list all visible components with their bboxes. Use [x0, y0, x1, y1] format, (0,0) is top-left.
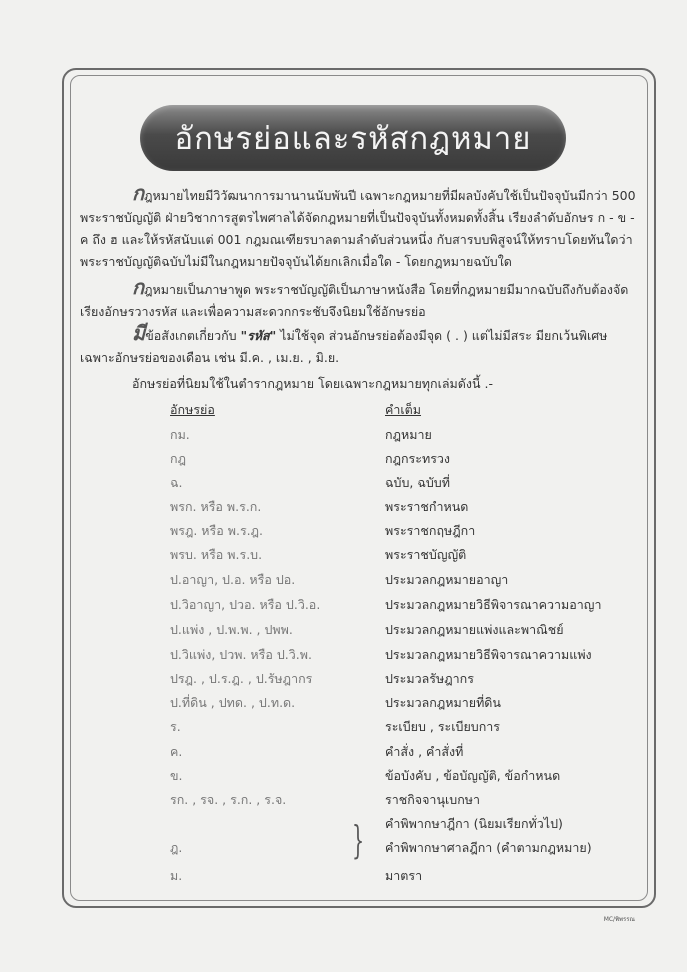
table-row	[0, 425, 687, 447]
row-abbreviation: ฉ.	[170, 475, 183, 490]
row-full-term: มาตรา	[385, 868, 423, 883]
row-full-term: พระราชบัญญัติ	[385, 547, 467, 562]
row-full-term: ข้อบังคับ , ข้อบัญญัติ, ข้อกำหนด	[385, 768, 561, 783]
row-abbreviation: ป.วิอาญา, ปวอ. หรือ ป.วิ.อ.	[170, 597, 321, 612]
row-full-term: ประมวลกฎหมายวิธีพิจารณาความแพ่ง	[385, 647, 592, 662]
row-abbreviation: ป.วิแพ่ง, ปวพ. หรือ ป.วิ.พ.	[170, 647, 312, 662]
row-full-term: ประมวลกฎหมายวิธีพิจารณาความอาญา	[385, 597, 602, 612]
table-row	[0, 838, 687, 860]
row-abbreviation: ค.	[170, 744, 183, 759]
row-full-term: ระเบียบ , ระเบียบการ	[385, 719, 501, 734]
table-row	[0, 669, 687, 691]
table-row	[0, 595, 687, 617]
row-abbreviation: กม.	[170, 427, 190, 442]
column-header-abbreviation: อักษรย่อ	[170, 402, 215, 417]
table-row	[0, 449, 687, 471]
paragraph-emphasis: "รหัส"	[240, 328, 277, 343]
table-row	[0, 866, 687, 888]
paragraph-text: ฎหมายเป็นภาษาพูด พระราชบัญญัติเป็นภาษาหนังสือ โดยที่กฎหมายมีมากฉบับถึงกับต้องจัดเรียงอักษรวางรหัส และเพื่อความสะดวกกระชับจึงนิยมใช้อักษรย่อ	[80, 282, 629, 319]
table-row	[0, 570, 687, 592]
row-abbreviation: ป.ที่ดิน , ปทด. , ป.ท.ด.	[170, 695, 296, 710]
row-abbreviation: ข.	[170, 768, 183, 783]
table-row	[0, 742, 687, 764]
row-full-term: ประมวลกฎหมายอาญา	[385, 572, 509, 587]
footer-mark: MC/พิพรรณ	[603, 916, 635, 923]
paragraph-language	[80, 276, 640, 323]
row-abbreviation: ฎ.	[170, 840, 183, 855]
paragraph-text: ไม่ใช้จุด ส่วนอักษรย่อต้องมีจุด ( . ) แต่ไม่มีสระ มียกเว้นพิเศษเฉพาะอักษรย่อของเดือน เช่น มี.ค. , เม.ย. , มิ.ย.	[80, 328, 608, 365]
title-banner	[140, 105, 566, 171]
row-abbreviation: รก. , รจ. , ร.ก. , ร.จ.	[170, 792, 287, 807]
paragraph-text: ข้อสังเกตเกี่ยวกับ	[145, 328, 241, 343]
table-intro: อักษรย่อที่นิยมใช้ในตำรากฎหมาย โดยเฉพาะกฎหมายทุกเล่มดังนี้ .-	[132, 376, 493, 391]
row-full-term: ราชกิจจานุเบกษา	[385, 792, 481, 807]
table-row	[0, 790, 687, 812]
table-row	[0, 497, 687, 519]
row-full-term: กฎหมาย	[385, 427, 432, 442]
row-full-term: ประมวลกฎหมายที่ดิน	[385, 695, 501, 710]
table-row	[0, 521, 687, 543]
table-row	[0, 645, 687, 667]
page-title: อักษรย่อและรหัสกฎหมาย	[174, 121, 532, 157]
paragraph-initial: ก	[132, 275, 145, 299]
row-abbreviation: พรบ. หรือ พ.ร.บ.	[170, 547, 263, 562]
table-row	[0, 814, 687, 836]
paragraph-history	[80, 182, 640, 273]
row-full-term: ประมวลกฎหมายแพ่งและพาณิชย์	[385, 622, 564, 637]
brace-symbol: }	[352, 818, 365, 862]
table-row	[0, 473, 687, 495]
table-row	[0, 620, 687, 642]
row-abbreviation: กฎ	[170, 451, 186, 466]
row-full-term: คำสั่ง , คำสั่งที่	[385, 744, 464, 759]
row-full-term: คำพิพากษาศาลฎีกา (คำตามกฎหมาย)	[385, 840, 592, 855]
column-header-full-term: คำเต็ม	[385, 402, 422, 417]
table-row	[0, 693, 687, 715]
row-abbreviation: ป.แพ่ง , ป.พ.พ. , ปพพ.	[170, 622, 293, 637]
table-row	[0, 766, 687, 788]
row-abbreviation: ม.	[170, 868, 183, 883]
paragraph-initial: ก	[132, 181, 145, 205]
paragraph-note	[80, 322, 640, 369]
row-full-term: ฉบับ, ฉบับที่	[385, 475, 450, 490]
row-full-term: ประมวลรัษฎากร	[385, 671, 474, 686]
row-abbreviation: ร.	[170, 719, 181, 734]
paragraph-initial: มี	[132, 321, 146, 345]
row-abbreviation: พรก. หรือ พ.ร.ก.	[170, 499, 262, 514]
table-row	[0, 717, 687, 739]
table-row	[0, 545, 687, 567]
paragraph-text: ฎหมายไทยมีวิวัฒนาการมานานนับพันปี เฉพาะกฎหมายที่มีผลบังคับใช้เป็นปัจจุบันมีกว่า 500 พระราชบัญญัติ ฝ่ายวิชาการสูตรไพศาลได้จัดกฎหมายที่เป็นปัจจุบันทั้งหมดทั้งสิ้น เรียงลำดับอักษร ก - ข - ค ถึง ฮ และให้รหัสนับแต่ 001 กฎมณเฑียรบาลตามลำดับส่วนหนึ่ง กับสารบบพิสูจน์ให้ทราบโดยทันใดว่า พระราชบัญญัติฉบับไม่มีในกฎหมายปัจจุบันได้ยกเลิกเมื่อใด - โดยกฎหมายฉบับใด	[80, 188, 636, 269]
row-full-term: กฎกระทรวง	[385, 451, 451, 466]
row-abbreviation: พรฎ. หรือ พ.ร.ฎ.	[170, 523, 263, 538]
row-full-term: พระราชกำหนด	[385, 499, 469, 514]
row-abbreviation: ป.อาญา, ป.อ. หรือ ปอ.	[170, 572, 296, 587]
row-abbreviation: ปรฎ. , ป.ร.ฎ. , ป.รัษฎากร	[170, 671, 313, 686]
row-full-term: พระราชกฤษฎีกา	[385, 523, 476, 538]
row-full-term: คำพิพากษาฎีกา (นิยมเรียกทั่วไป)	[385, 816, 563, 831]
